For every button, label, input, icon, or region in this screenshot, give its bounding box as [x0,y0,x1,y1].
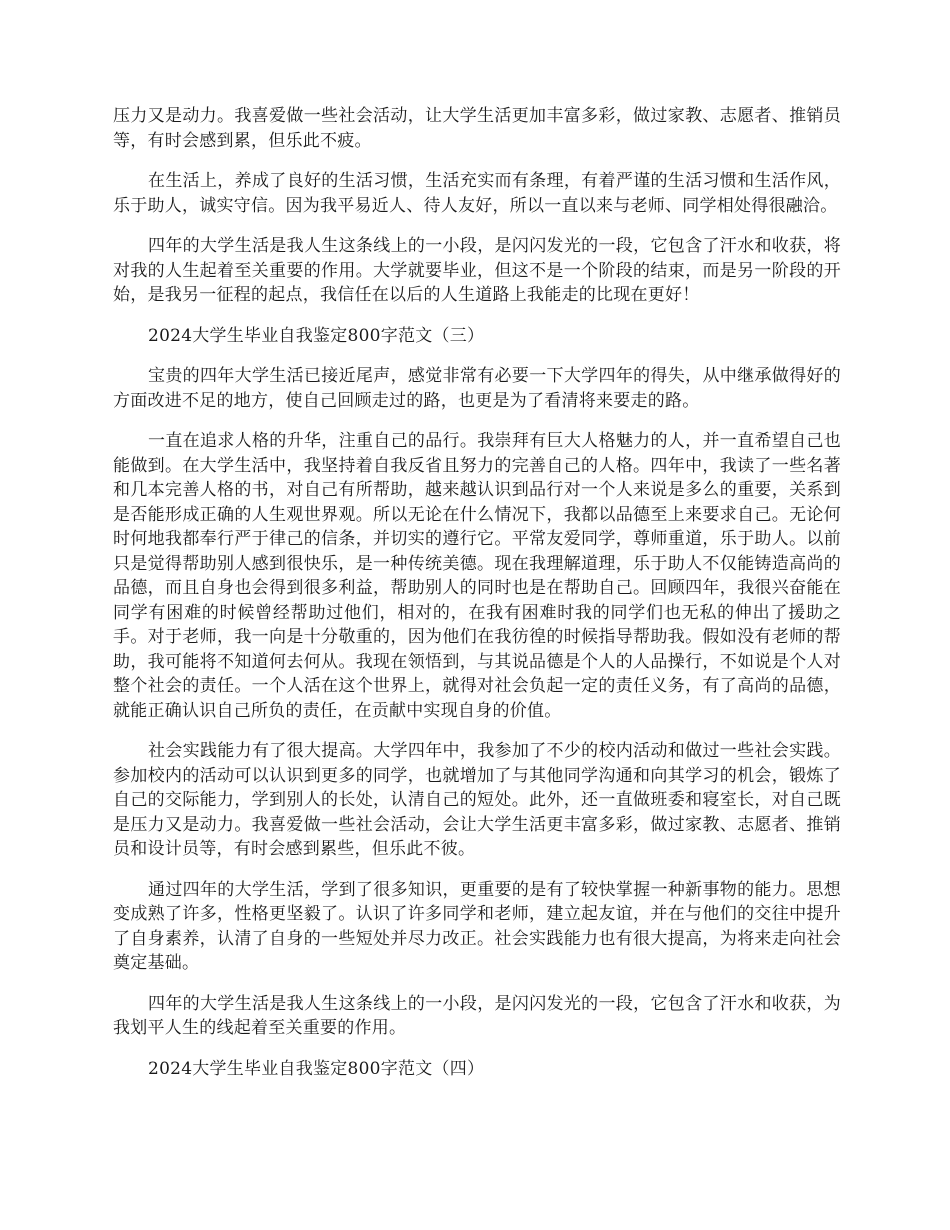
paragraph-continuation: 压力又是动力。我喜爱做一些社会活动，让大学生活更加丰富多彩，做过家教、志愿者、推销员等，有时会感到累，但乐此不疲。 [113,106,841,151]
section-heading-4: 2024大学生毕业自我鉴定800字范文（四） [148,1058,485,1079]
paragraph-summary: 四年的大学生活是我人生这条线上的一小段，是闪闪发光的一段，它包含了汗水和收获，为我划平人生的线起着至关重要的作用。 [113,993,841,1038]
document-page [113,104,841,1097]
paragraph-growth: 通过四年的大学生活，学到了很多知识，更重要的是有了较快掌握一种新事物的能力。思想变成熟了许多，性格更坚毅了。认识了许多同学和老师，建立起友谊，并在与他们的交往中提升了自身素养，认清了自身的一些短处并尽力改正。社会实践能力也有很大提高，为将来走向社会奠定基础。 [113,879,841,973]
paragraph-intro: 宝贵的四年大学生活已接近尾声，感觉非常有必要一下大学四年的得失，从中继承做得好的方面改进不足的地方，使自己回顾走过的路，也更是为了看清将来要走的路。 [113,366,841,411]
paragraph-daily-life: 在生活上，养成了良好的生活习惯，生活充实而有条理，有着严谨的生活习惯和生活作风，乐于助人，诚实守信。因为我平易近人、待人友好，所以一直以来与老师、同学相处得很融洽。 [113,171,841,216]
section-heading-3: 2024大学生毕业自我鉴定800字范文（三） [148,325,485,346]
paragraph-character: 一直在追求人格的升华，注重自己的品行。我崇拜有巨大人格魅力的人，并一直希望自己也能做到。在大学生活中，我坚持着自我反省且努力的完善自己的人格。四年中，我读了一些名著和几本完善人格的书，对自己有所帮助，越来越认识到品行对一个人来说是多么的重要，关系到是否能形成正确的人生观世界观。所以无论在什么情况下，我都以品德至上来要求自己。无论何时何地我都奉行严于律己的信条，并切实的遵行它。平常友爱同学，尊师重道，乐于助人。以前只是觉得帮助别人感到很快乐，是一种传统美德。现在我理解道理，乐于助人不仅能铸造高尚的品德，而且自身也会得到很多利益，帮助别人的同时也是在帮助自己。回顾四年，我很兴奋能在同学有困难的时候曾经帮助过他们，相对的，在我有困难时我的同学们也无私的伸出了援助之手。对于老师，我一向是十分敬重的，因为他们在我彷徨的时候指导帮助我。假如没有老师的帮助，我可能将不知道何去何从。我现在领悟到，与其说品德是个人的人品操行，不如说是个人对整个社会的责任。一个人活在这个世界上，就得对社会负起一定的责任义务，有了高尚的品德，就能正确认识自己所负的责任，在贡献中实现自身的价值。 [113,431,841,721]
paragraph-conclusion: 四年的大学生活是我人生这条线上的一小段，是闪闪发光的一段，它包含了汗水和收获，将对我的人生起着至关重要的作用。大学就要毕业，但这不是一个阶段的结束，而是另一阶段的开始，是我另一征程的起点，我信任在以后的人生道路上我能走的比现在更好！ [113,236,841,305]
paragraph-social-practice: 社会实践能力有了很大提高。大学四年中，我参加了不少的校内活动和做过一些社会实践。参加校内的活动可以认识到更多的同学，也就增加了与其他同学沟通和向其学习的机会，锻炼了自己的交际能力，学到别人的长处，认清自己的短处。此外，还一直做班委和寝室长，对自己既是压力又是动力。我喜爱做一些社会活动，会让大学生活更丰富多彩，做过家教、志愿者、推销员和设计员等，有时会感到累些，但乐此不彼。 [113,741,841,859]
